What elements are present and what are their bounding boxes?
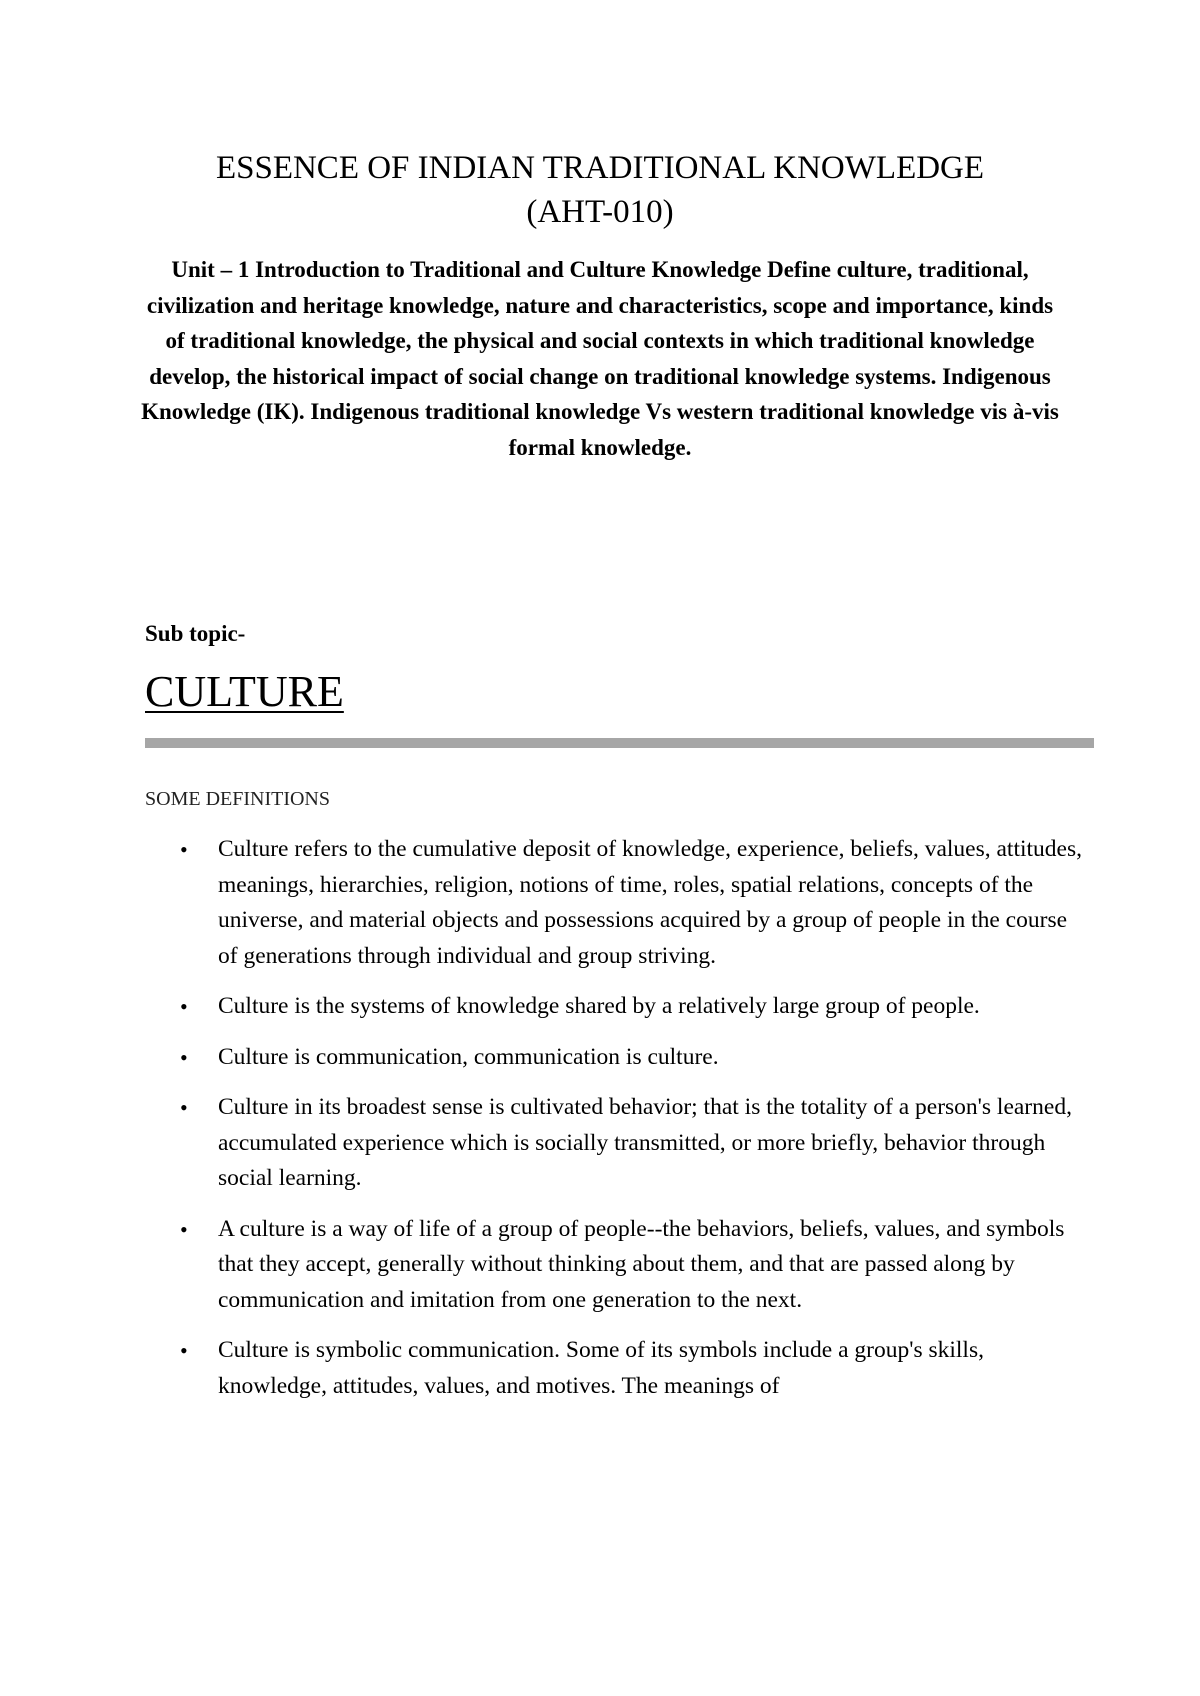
title-line-1: ESSENCE OF INDIAN TRADITIONAL KNOWLEDGE (215, 150, 985, 186)
bullet-icon: • (180, 1044, 188, 1070)
definition-text: Culture is the systems of knowledge shared by a relatively large group of people. (218, 993, 980, 1019)
section-heading: CULTURE (145, 667, 344, 716)
definition-text: Culture refers to the cumulative deposit of knowledge, experience, beliefs, values, attitudes, meanings, hierarchies, religion, notions of time, roles, spatial relations, concepts of the universe, and material objects and possessions acquired by a group of people in the course of generations through individual and group striving. (218, 836, 1082, 969)
unit-description: Unit – 1 Introduction to Traditional and Culture Knowledge Define culture, traditional, civilization and heritage knowledge, nature and characteristics, scope and importance, kinds of traditional knowledge, the physical and social contexts in which traditional knowledge develop, the historical impact of social change on traditional knowledge systems. Indigenous Knowledge (IK). Indigenous traditional knowledge Vs western traditional knowledge vis à-vis formal knowledge. (141, 257, 1059, 460)
list-item (145, 989, 1090, 1025)
list-item (145, 1040, 1090, 1076)
definition-text: Culture in its broadest sense is cultivated behavior; that is the totality of a person's learned, accumulated experience which is socially transmitted, or more briefly, behavior through social learning. (218, 1094, 1072, 1191)
bullet-icon: • (180, 1095, 188, 1120)
definition-text: Culture is communication, communication is culture. (218, 1043, 719, 1070)
list-item (145, 1333, 1090, 1404)
bullet-icon: • (180, 994, 188, 1019)
list-item (145, 832, 1090, 974)
definitions-label: SOME DEFINITIONS (145, 788, 330, 810)
title-line-2: (AHT-010) (526, 194, 674, 230)
document-title (120, 146, 1080, 234)
definition-text: A culture is a way of life of a group of people--the behaviors, beliefs, values, and symbols that they accept, generally without thinking about them, and that are passed along by communication and imitation from one generation to the next. (218, 1215, 1065, 1313)
list-item (145, 1090, 1090, 1197)
list-item (145, 1212, 1090, 1319)
definition-text: Culture is symbolic communication. Some of its symbols include a group's skills, knowledge, attitudes, values, and motives. The meanings of (218, 1337, 984, 1399)
bullet-icon: • (180, 837, 188, 862)
horizontal-rule (145, 738, 1094, 748)
sub-topic-label: Sub topic- (145, 621, 246, 646)
definitions-list (145, 832, 1090, 1419)
bullet-icon: • (180, 1216, 188, 1242)
bullet-icon: • (180, 1338, 188, 1363)
